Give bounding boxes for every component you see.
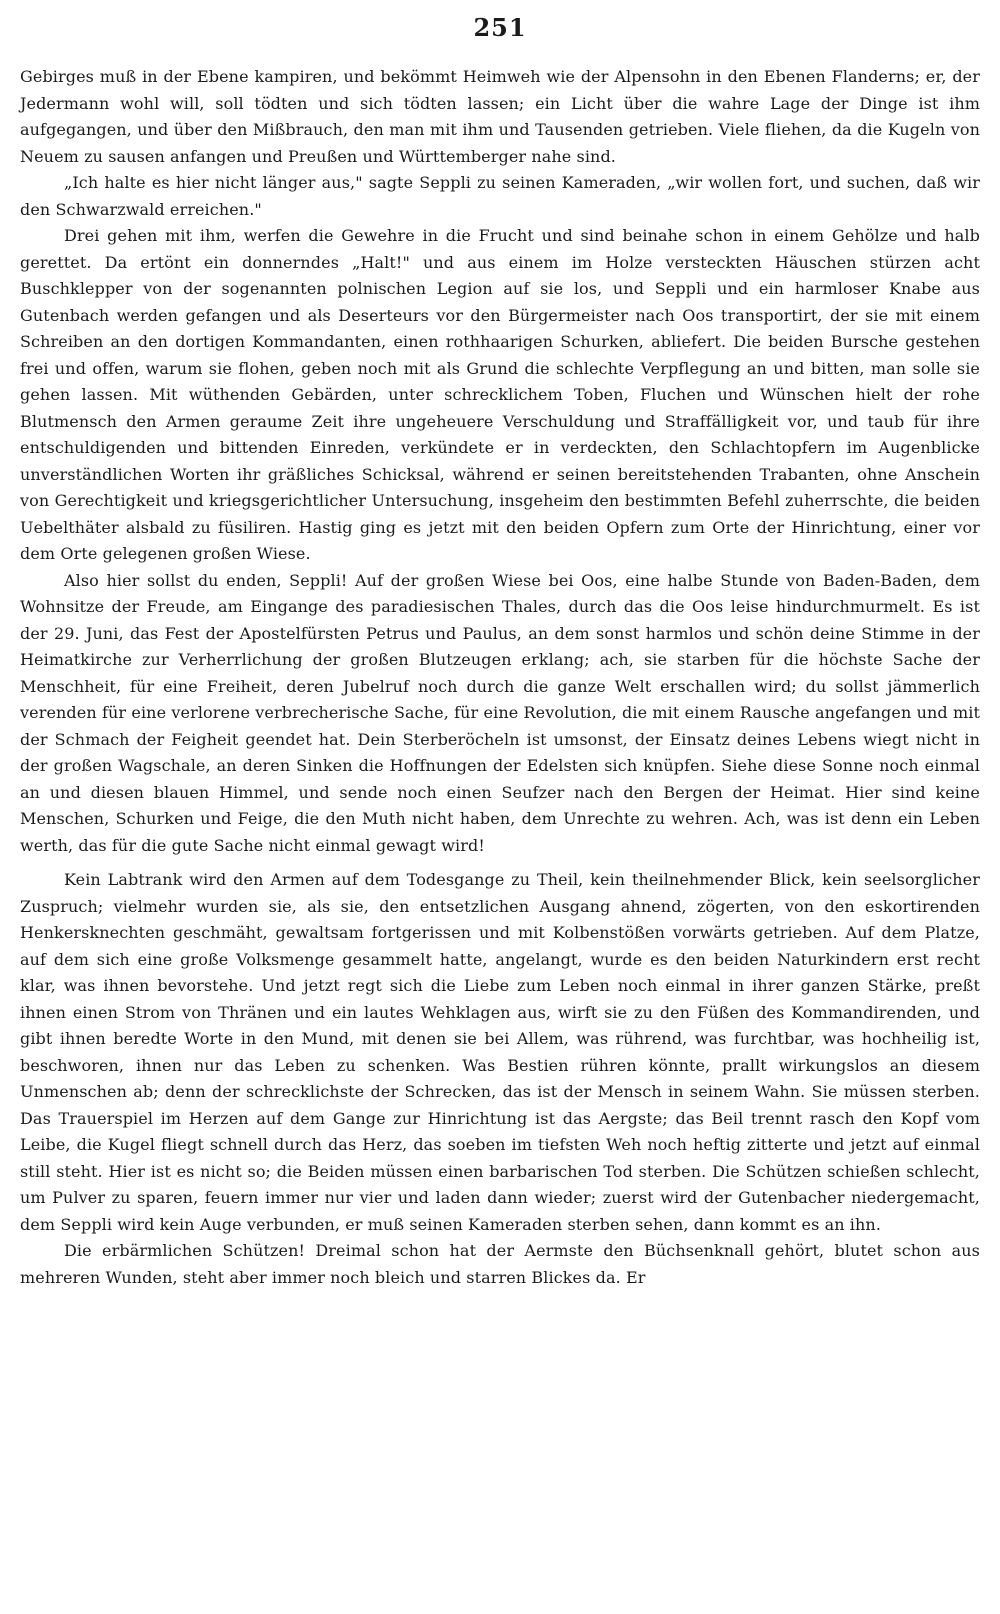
- paragraph: Drei gehen mit ihm, werfen die Gewehre in die Frucht und sind beinahe schon in einem Gehölze und halb gerettet. Da ertönt ein donnerndes „Halt!" und aus einem im Holze versteckten Häuschen stürzen acht Buschklepper von der sogenannten polnischen Legion auf sie los, und Seppli und ein harmloser Knabe aus Gutenbach werden gefangen und als Deserteurs vor den Bürgermeister nach Oos transportirt, der sie mit einem Schreiben an den dortigen Kommandanten, einen rothhaarigen Schurken, abliefert. Die beiden Bursche gestehen frei und offen, warum sie flohen, geben noch mit als Grund die schlechte Verpflegung an und bitten, man solle sie gehen lassen. Mit wüthenden Gebärden, unter schrecklichem Toben, Fluchen und Wünschen hielt der rohe Blutmensch den Armen geraume Zeit ihre ungeheuere Verschuldung und Straffälligkeit vor, und taub für ihre entschuldigenden und bittenden Einreden, verkündete er in verdeckten, den Schlachtopfern im Augenblicke unverständlichen Worten ihr gräßliches Schicksal, während er seinen bereitstehenden Trabanten, ohne Anschein von Gerechtigkeit und kriegsgerichtlicher Untersuchung, insgeheim den bestimmten Befehl zuherrschte, die beiden Uebelthäter alsbald zu füsiliren. Hastig ging es jetzt mit den beiden Opfern zum Orte der Hinrichtung, einer vor dem Orte gelegenen großen Wiese.: [20, 226, 980, 563]
- page-number: 251: [473, 13, 527, 42]
- paragraph: Die erbärmlichen Schützen! Dreimal schon hat der Aermste den Büchsenknall gehört, blutet schon aus mehreren Wunden, steht aber immer noch bleich und starren Blickes da. Er: [20, 1241, 980, 1287]
- body-text: [20, 64, 980, 1291]
- paragraph: Gebirges muß in der Ebene kampiren, und bekömmt Heimweh wie der Alpensohn in den Ebenen Flanderns; er, der Jedermann wohl will, soll tödten und sich tödten lassen; ein Licht über die wahre Lage der Dinge ist ihm aufgegangen, und über den Mißbrauch, den man mit ihm und Tausenden getrieben. Viele fliehen, da die Kugeln von Neuem zu sausen anfangen und Preußen und Württemberger nahe sind.: [20, 67, 980, 166]
- paragraph: Kein Labtrank wird den Armen auf dem Todesgange zu Theil, kein theilnehmender Blick, kein seelsorglicher Zuspruch; vielmehr wurden sie, als sie, den entsetzlichen Ausgang ahnend, zögerten, von den eskortirenden Henkersknechten geschmäht, gewaltsam fortgerissen und mit Kolbenstößen vorwärts getrieben. Auf dem Platze, auf dem sich eine große Volksmenge gesammelt hatte, angelangt, wurde es den beiden Naturkindern erst recht klar, was ihnen bevorstehe. Und jetzt regt sich die Liebe zum Leben noch einmal in ihrer ganzen Stärke, preßt ihnen einen Strom von Thränen und ein lautes Wehklagen aus, wirft sie zu den Füßen des Kommandirenden, und gibt ihnen beredte Worte in den Mund, mit denen sie bei Allem, was rührend, was furchtbar, was hochheilig ist, beschworen, ihnen nur das Leben zu schenken. Was Bestien rühren könnte, prallt wirkungslos an diesem Unmenschen ab; denn der schrecklichste der Schrecken, das ist der Mensch in seinem Wahn. Sie müssen sterben. Das Trauerspiel im Herzen auf dem Gange zur Hinrichtung ist das Aergste; das Beil trennt rasch den Kopf vom Leibe, die Kugel fliegt schnell durch das Herz, das soeben im tiefsten Weh noch heftig zitterte und jetzt auf einmal still steht. Hier ist es nicht so; die Beiden müssen einen barbarischen Tod sterben. Die Schützen schießen schlecht, um Pulver zu sparen, feuern immer nur vier und laden dann wieder; zuerst wird der Gutenbacher niedergemacht, dem Seppli wird kein Auge verbunden, er muß seinen Kameraden sterben sehen, dann kommt es an ihn.: [20, 870, 980, 1234]
- paragraph: „Ich halte es hier nicht länger aus," sagte Seppli zu seinen Kameraden, „wir wollen fort, und suchen, daß wir den Schwarzwald erreichen.": [20, 173, 980, 219]
- paragraph: Also hier sollst du enden, Seppli! Auf der großen Wiese bei Oos, eine halbe Stunde von Baden-Baden, dem Wohnsitze der Freude, am Eingange des paradiesischen Thales, durch das die Oos leise hindurchmurmelt. Es ist der 29. Juni, das Fest der Apostelfürsten Petrus und Paulus, an dem sonst harmlos und schön deine Stimme in der Heimatkirche zur Verherrlichung der großen Blutzeugen erklang; ach, sie starben für die höchste Sache der Menschheit, für eine Freiheit, deren Jubelruf noch durch die ganze Welt erschallen wird; du sollst jämmerlich verenden für eine verlorene verbrecherische Sache, für eine Revolution, die mit einem Rausche angefangen und mit der Schmach der Feigheit geendet hat. Dein Sterberöcheln ist umsonst, der Einsatz deines Lebens wiegt nicht in der großen Wagschale, an deren Sinken die Hoffnungen der Edelsten sich knüpfen. Siehe diese Sonne noch einmal an und diesen blauen Himmel, und sende noch einen Seufzer nach den Bergen der Heimat. Hier sind keine Menschen, Schurken und Feige, die den Muth nicht haben, dem Unrechte zu wehren. Ach, was ist denn ein Leben werth, das für die gute Sache nicht einmal gewagt wird!: [20, 570, 980, 855]
